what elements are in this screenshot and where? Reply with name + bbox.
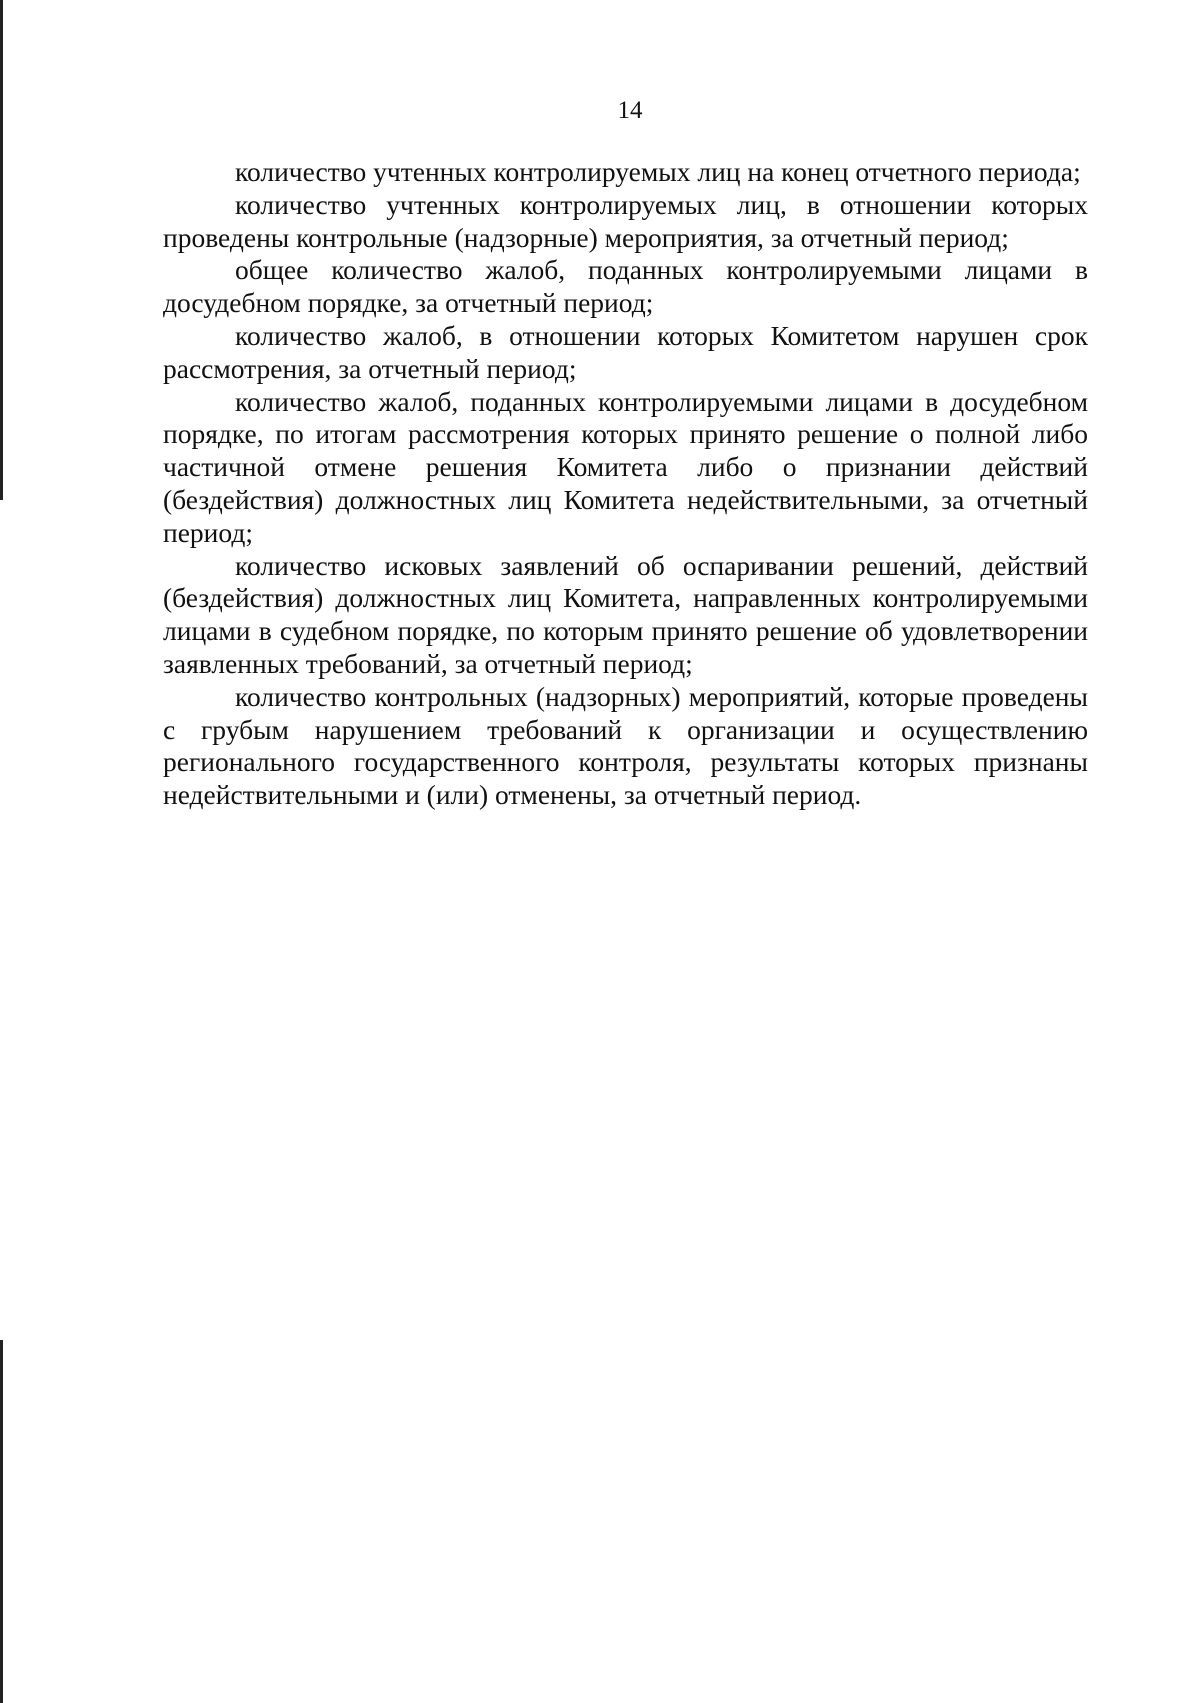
scan-edge-top (0, 0, 3, 500)
paragraph: количество жалоб, поданных контролируемыми лицами в досудебном порядке, по итогам рассмотрения которых принято решение о полной либо частичной отмене решения Комитета либо о признании действий (бездействия) должностных лиц Комитета недействительными, за отчетный период; (163, 385, 1088, 548)
paragraph: количество исковых заявлений об оспаривании решений, действий (бездействия) должностных лиц Комитета, направленных контролируемыми лицами в судебном порядке, по которым принято решение об удовлетворении заявленных требований, за отчетный период; (163, 549, 1088, 679)
page-number: 14 (617, 97, 643, 124)
paragraph: количество контрольных (надзорных) мероприятий, которые проведены с грубым нарушением требований к организации и осуществлению регионального государственного контроля, результаты которых признаны недействительными и (или) отменены, за отчетный период. (163, 680, 1088, 811)
scan-edge-bottom (0, 1340, 3, 1703)
paragraph: количество учтенных контролируемых лиц, в отношении которых проведены контрольные (надзорные) мероприятия, за отчетный период; (163, 188, 1088, 253)
paragraph: количество учтенных контролируемых лиц на конец отчетного периода; (235, 156, 1081, 187)
body-text (163, 156, 1088, 812)
paragraph: количество жалоб, в отношении которых Комитетом нарушен срок рассмотрения, за отчетный период; (163, 319, 1088, 384)
paragraph: общее количество жалоб, поданных контролируемыми лицами в досудебном порядке, за отчетный период; (163, 254, 1088, 319)
